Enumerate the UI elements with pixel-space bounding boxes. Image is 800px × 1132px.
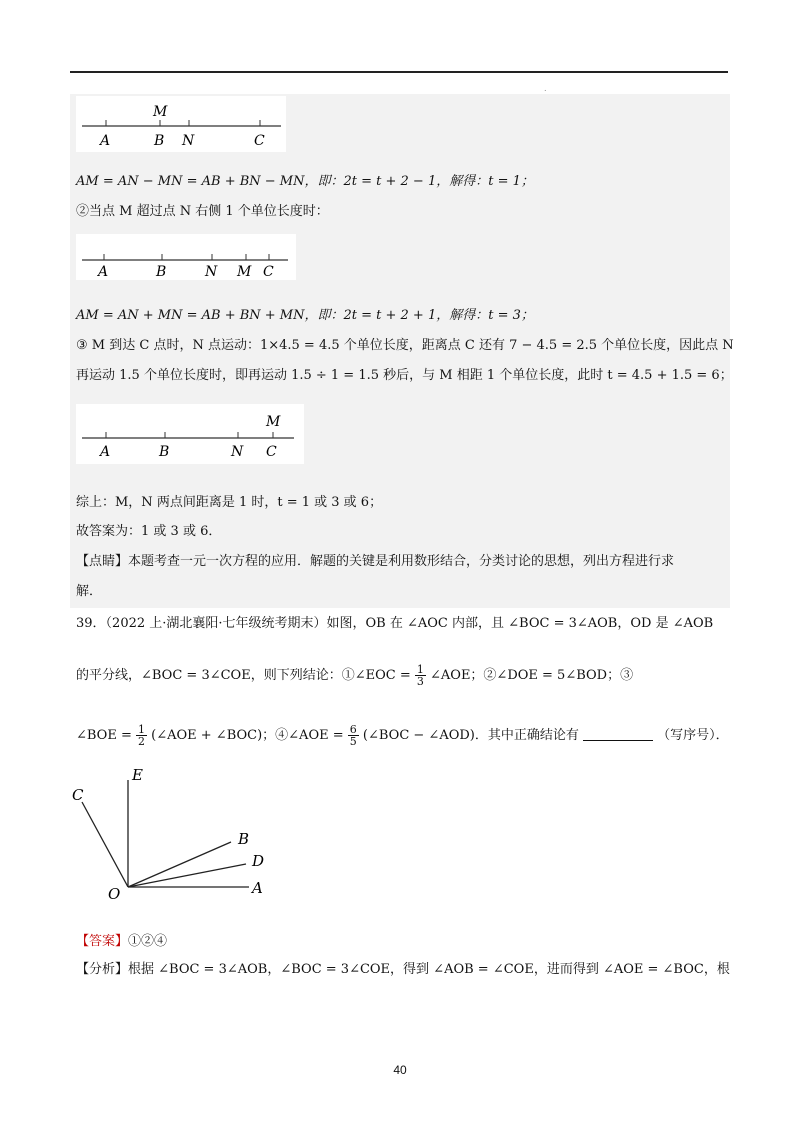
solution-line-1: AM = AN − MN = AB + BN − MN，即：2t = t + 2 − 1，解得：t = 1；	[76, 174, 534, 189]
answer-label: 【答案】	[76, 934, 129, 949]
frac-num: 1	[416, 663, 424, 676]
summary-line: 综上：M，N 两点间距离是 1 时，t = 1 或 3 或 6；	[76, 495, 383, 510]
q3-part-d: （写序号）．	[657, 728, 729, 743]
fraction-six-fifths	[348, 724, 359, 747]
solution-line-4: ③ M 到达 C 点时，N 点运动：1×4.5 = 4.5 个单位长度，距离点 C 还有 7 − 4.5 = 2.5 个单位长度，因此点 N	[76, 338, 734, 353]
solution-line-5: 再运动 1.5 个单位长度时，即再运动 1.5 ÷ 1 = 1.5 秒后，与 M 相距 1 个单位长度，此时 t = 4.5 + 1.5 = 6；	[76, 368, 733, 383]
frac-num: 1	[138, 723, 145, 736]
answer-blank[interactable]	[583, 740, 653, 741]
frac-num: 6	[349, 723, 357, 736]
label-C: C	[263, 264, 274, 280]
label-O: O	[108, 885, 121, 903]
q3-part-a: ∠BOE =	[76, 728, 132, 743]
label-A: A	[100, 133, 111, 149]
label-C: C	[254, 133, 265, 149]
number-line-1-svg	[76, 96, 286, 152]
label-N: N	[182, 133, 195, 149]
label-C: C	[72, 786, 84, 804]
fraction-one-half	[136, 724, 147, 747]
header-rule	[70, 71, 728, 73]
page-number: 40	[393, 1063, 407, 1077]
answer-summary-line: 故答案为：1 或 3 或 6．	[76, 524, 222, 539]
label-A: A	[100, 444, 111, 460]
label-B: B	[238, 830, 250, 848]
label-A: A	[252, 879, 263, 897]
frac-den: 3	[416, 675, 424, 688]
question-39-line-2	[76, 664, 633, 687]
label-M: M	[266, 414, 281, 430]
label-B: B	[154, 133, 165, 149]
label-M: M	[153, 104, 168, 120]
label-B: B	[159, 444, 170, 460]
tip-line-2: 解．	[76, 584, 103, 599]
number-line-3-svg	[76, 404, 304, 464]
label-B: B	[156, 264, 167, 280]
label-M: M	[237, 264, 252, 280]
answer-value: ①②④	[128, 934, 168, 949]
analysis-line: 【分析】根据 ∠BOC = 3∠AOB，∠BOC = 3∠COE，得到 ∠AOB = ∠COE，进而得到 ∠AOE = ∠BOC，根	[76, 962, 730, 977]
q3-part-c: (∠BOC − ∠AOD)．其中正确结论有	[362, 728, 579, 743]
header-dot: .	[544, 84, 547, 93]
solution-line-3: AM = AN + MN = AB + BN + MN，即：2t = t + 2 + 1，解得：t = 3；	[76, 308, 534, 323]
number-line-diagram-1	[76, 96, 286, 152]
answer-line	[76, 930, 167, 949]
q2-part-a: 的平分线，∠BOC = 3∠COE，则下列结论：①∠EOC =	[76, 668, 411, 683]
angle-diagram	[66, 760, 286, 905]
question-39-line-1: 39．（2022 上·湖北襄阳·七年级统考期末）如图，OB 在 ∠AOC 内部，且 ∠BOC = 3∠AOB，OD 是 ∠AOB	[76, 616, 714, 631]
number-line-2-svg	[76, 234, 296, 280]
label-E: E	[132, 766, 143, 784]
label-A: A	[98, 264, 109, 280]
number-line-diagram-3	[76, 404, 304, 464]
q3-part-b: (∠AOE + ∠BOC)；④∠AOE =	[151, 728, 344, 743]
q2-part-b: ∠AOE；②∠DOE = 5∠BOD；③	[430, 668, 634, 683]
fraction-one-third	[415, 664, 426, 687]
question-39-line-3	[76, 724, 729, 747]
frac-den: 5	[349, 735, 357, 748]
tip-line-1: 【点睛】本题考查一元一次方程的应用．解题的关键是利用数形结合，分类讨论的思想，列出方程进行求	[76, 554, 675, 569]
frac-den: 2	[138, 735, 145, 748]
label-C: C	[266, 444, 277, 460]
number-line-diagram-2	[76, 234, 296, 280]
label-N: N	[231, 444, 244, 460]
solution-line-2: ②当点 M 超过点 N 右侧 1 个单位长度时：	[76, 204, 329, 219]
label-D: D	[252, 852, 265, 870]
label-N: N	[205, 264, 218, 280]
